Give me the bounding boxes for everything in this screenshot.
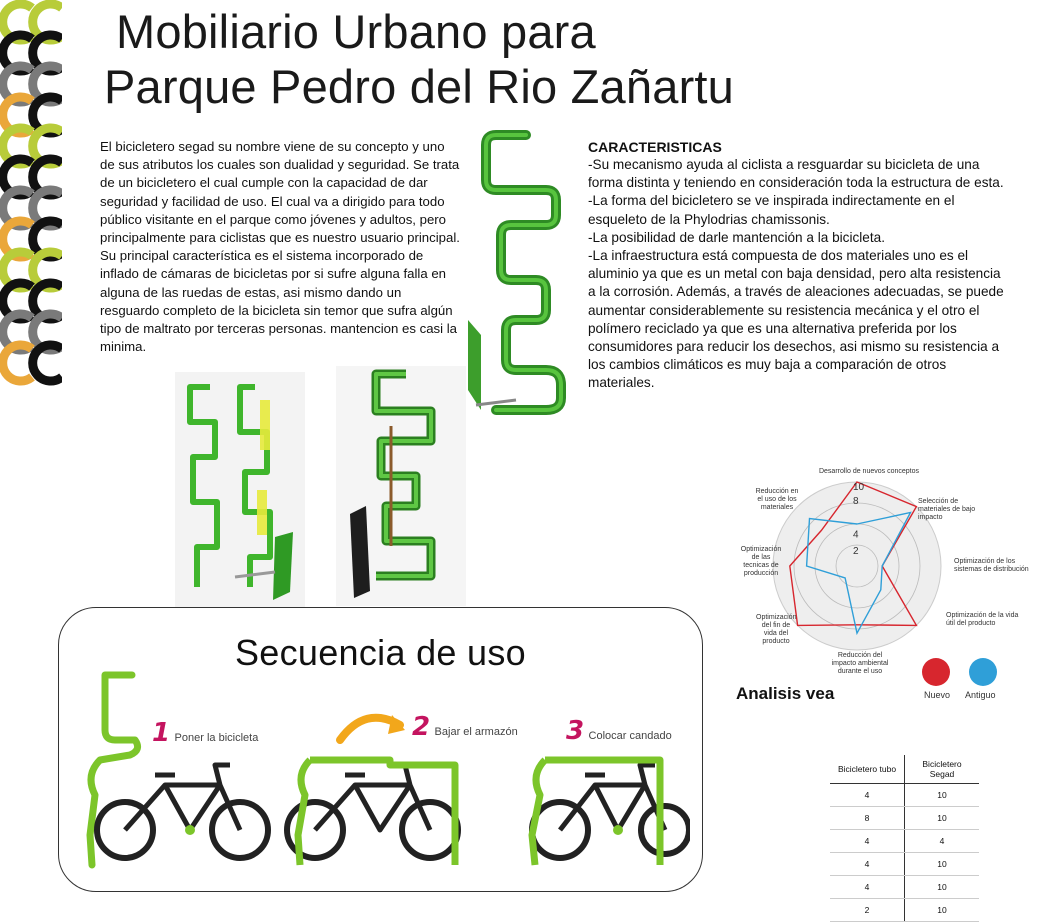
features-heading: CARACTERISTICAS	[588, 139, 722, 155]
comparison-table	[830, 755, 979, 922]
radar-axis-label: Optimización del fin de vida del producto	[756, 614, 797, 645]
step-number-1: 1	[152, 718, 171, 748]
feature-item-4: -La infraestructura está compuesta de dos materiales uno es el aluminio ya que es un metal con baja densidad, pero alta resistencia a la corrosión. Además, a través de aleaciones adecuadas, se puede aumentar considerablemente su resistencia mecánica y el otro el polímero reciclado ya que es una alternativa preferida por los consumidores para reducir los desechos, asi mismo su resistencia a los cambios climáticos es muy baja a comparación de otros materiales.	[588, 248, 1004, 391]
vea-legend	[920, 658, 1030, 704]
bike-icon-2	[287, 765, 458, 858]
step-label-1: Poner la bicicleta	[174, 732, 259, 744]
table-cell: 4	[830, 876, 905, 899]
radar-axis-label: Desarrollo de nuevos conceptos	[818, 468, 919, 475]
table-header-segad: Bicicletero Segad	[905, 755, 980, 784]
intro-paragraph: El bicicletero segad su nombre viene de su concepto y uno de sus atributos los cuales son dualidad y seguridad. Se trata de un bicicletero el cual cumple con la capacidad de dar seguridad y facilidad de uso. El cual va a dirigido para todo público visitante en el parque como jóvenes y adultos, pero principalmente para ciclistas que es nuestro usuario principal. Su principal característica es el sistema incorporado de inflado de cámaras de bicicletas por si sufre alguna falla en alguna de las ruedas de estas, asi mismo dando un resguardo completo de la bicicleta sin temor que sufra algún tipo de maltrato por terceras personas. mantencion es casi la minima.	[100, 139, 460, 355]
table-cell: 8	[830, 807, 905, 830]
radar-tick-label: 2	[853, 546, 859, 558]
table-row	[830, 876, 979, 899]
bike-icon-3	[532, 765, 689, 858]
feature-item-1: -Su mecanismo ayuda al ciclista a resguardar su bicicleta de una forma distinta y teniendo en consideración toda la estructura de esta.	[588, 157, 1004, 191]
table-row	[830, 853, 979, 876]
vea-title: Analisis vea	[736, 684, 835, 703]
step-label-2: Bajar el armazón	[434, 726, 518, 738]
bike-icon-1	[97, 765, 268, 858]
table-cell: 4	[830, 784, 905, 807]
legend-label-nuevo: Nuevo	[924, 690, 951, 700]
radar-axis-label: Reducción del impacto ambiental durante el uso	[831, 652, 889, 675]
step-number-2: 2	[412, 712, 431, 742]
table-cell: 10	[905, 807, 980, 830]
legend-swatch-antiguo	[969, 658, 997, 686]
radar-axis-label: Optimización de los sistemas de distribución	[954, 558, 1029, 573]
table-row	[830, 784, 979, 807]
table-cell: 10	[905, 853, 980, 876]
page-title-line2: Parque Pedro del Rio Zañartu	[104, 60, 735, 113]
feature-item-3: -La posibilidad de darle mantención a la bicicleta.	[588, 229, 885, 245]
table-header-tubo: Bicicletero tubo	[830, 755, 905, 784]
bike-rack-render-perspective	[336, 366, 466, 606]
vea-radar-chart	[728, 462, 1028, 682]
table-row	[830, 807, 979, 830]
table-cell: 10	[905, 784, 980, 807]
page-title	[104, 4, 804, 114]
radar-axis-label: Optimización de la vida útil del producto	[946, 612, 1019, 627]
radar-axis-label: Selección de materiales de bajo impacto	[918, 498, 976, 521]
feature-item-2: -La forma del bicicletero se ve inspirada indirectamente en el esqueleto de la Phylodrias chamissonis.	[588, 193, 955, 227]
decorative-arc-pattern	[0, 0, 62, 400]
bike-rack-render-main	[456, 120, 586, 420]
bike-rack-render-side	[175, 372, 305, 607]
sequence-title: Secuencia de uso	[234, 632, 526, 673]
table-cell: 4	[905, 830, 980, 853]
legend-label-antiguo: Antiguo	[965, 690, 996, 700]
table-cell: 10	[905, 899, 980, 922]
page-title-line1: Mobiliario Urbano para	[116, 5, 596, 58]
step-number-3: 3	[566, 716, 585, 746]
legend-swatch-nuevo	[922, 658, 950, 686]
table-cell: 10	[905, 876, 980, 899]
table-cell: 2	[830, 899, 905, 922]
step-label-3: Colocar candado	[588, 730, 672, 742]
sequence-illustration	[70, 660, 690, 885]
table-cell: 4	[830, 853, 905, 876]
features-block	[588, 138, 1006, 393]
radar-tick-label: 8	[853, 495, 859, 507]
table-cell: 4	[830, 830, 905, 853]
table-header-row	[830, 755, 979, 784]
radar-tick-label: 10	[853, 482, 865, 493]
table-row	[830, 830, 979, 853]
radar-axis-label: Optimización de las tecnicas de producción	[740, 546, 782, 577]
radar-axis-label: Reducción en el uso de los materiales	[755, 488, 799, 511]
radar-tick-label: 4	[853, 529, 859, 541]
table-row	[830, 899, 979, 922]
